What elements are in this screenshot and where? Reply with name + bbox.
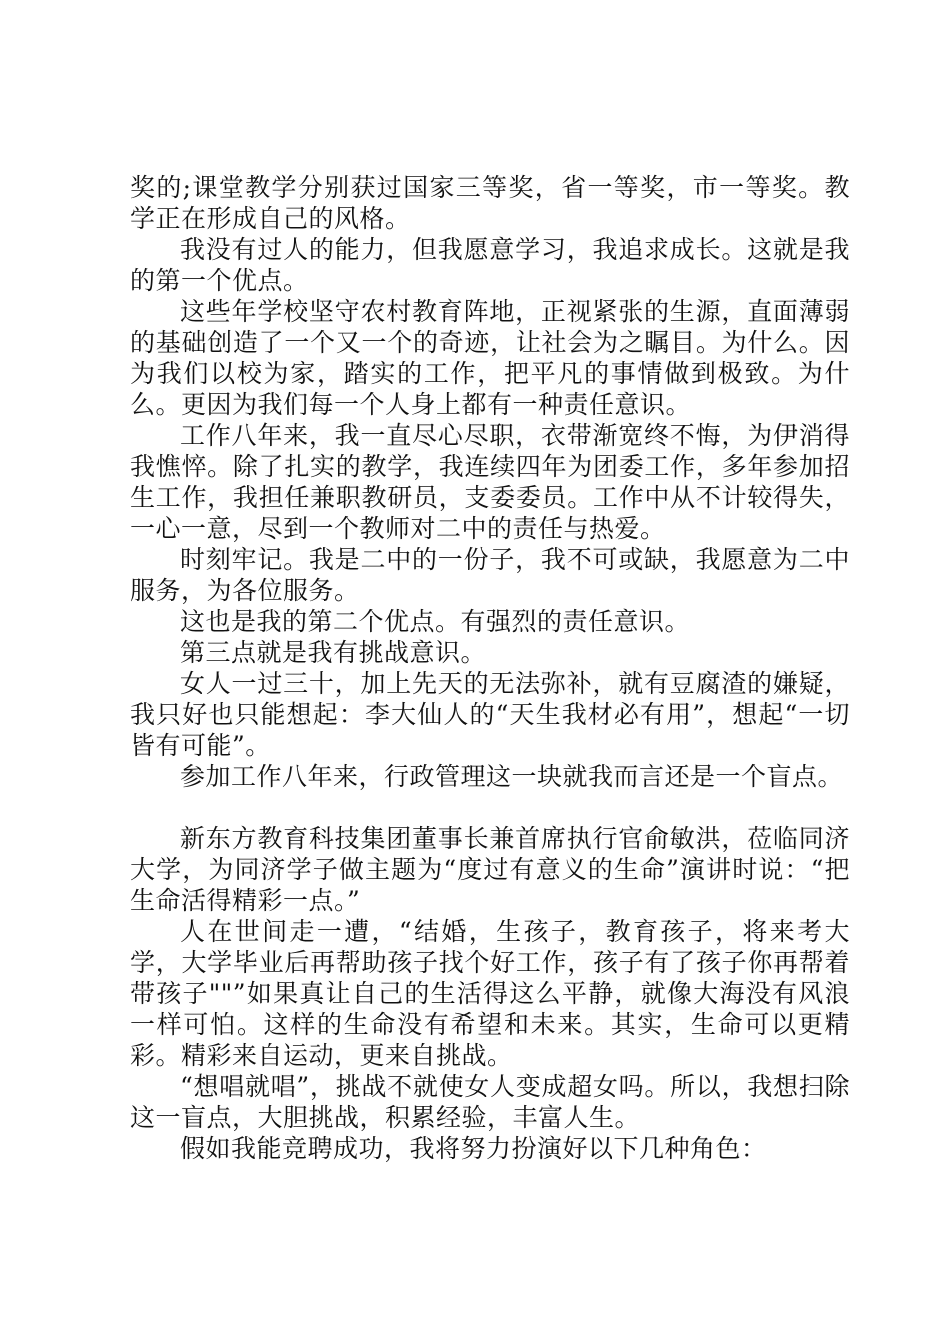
- paragraph-4: 工作八年来，我一直尽心尽职，衣带渐宽终不悔，为伊消得我憔悴。除了扎实的教学，我连续四年为团委工作，多年参加招生工作，我担任兼职教研员，支委委员。工作中从不计较得失，一心一意，尽到一个教师对二中的责任与热爱。: [130, 421, 850, 543]
- paragraph-12: “想唱就唱”，挑战不就使女人变成超女吗。所以，我想扫除这一盲点，大胆挑战，积累经验，丰富人生。: [130, 1072, 850, 1132]
- paragraph-1: 奖的;课堂教学分别获过国家三等奖，省一等奖，市一等奖。教学正在形成自己的风格。: [130, 173, 850, 233]
- paragraph-10: 新东方教育科技集团董事长兼首席执行官俞敏洪，莅临同济大学，为同济学子做主题为“度过有意义的生命”演讲时说：“把生命活得精彩一点。”: [130, 824, 850, 915]
- paragraph-5: 时刻牢记。我是二中的一份子，我不可或缺，我愿意为二中服务，为各位服务。: [130, 545, 850, 605]
- paragraph-7: 第三点就是我有挑战意识。: [180, 638, 487, 667]
- document-body: [130, 172, 850, 1164]
- paragraph-8: 女人一过三十，加上先天的无法弥补，就有豆腐渣的嫌疑，我只好也只能想起：李大仙人的“天生我材必有用”，想起“一切皆有可能”。: [130, 669, 850, 760]
- paragraph-3: 这些年学校坚守农村教育阵地，正视紧张的生源，直面薄弱的基础创造了一个又一个的奇迹，让社会为之瞩目。为什么。因为我们以校为家，踏实的工作，把平凡的事情做到极致。为什么。更因为我们每一个人身上都有一种责任意识。: [130, 297, 850, 419]
- paragraph-6: 这也是我的第二个优点。有强烈的责任意识。: [180, 607, 691, 636]
- paragraph-9: 参加工作八年来，行政管理这一块就我而言还是一个盲点。: [180, 762, 844, 791]
- paragraph-2: 我没有过人的能力，但我愿意学习，我追求成长。这就是我的第一个优点。: [130, 235, 850, 295]
- paragraph-11: 人在世间走一遭，“结婚，生孩子，教育孩子，将来考大学，大学毕业后再帮助孩子找个好工作，孩子有了孩子你再帮着带孩子""”如果真让自己的生活得这么平静，就像大海没有风浪一样可怕。这样的生命没有希望和未来。其实，生命可以更精彩。精彩来自运动，更来自挑战。: [130, 917, 850, 1070]
- paragraph-gap: [130, 792, 850, 823]
- paragraph-13: 假如我能竞聘成功，我将努力扮演好以下几种角色：: [180, 1134, 767, 1163]
